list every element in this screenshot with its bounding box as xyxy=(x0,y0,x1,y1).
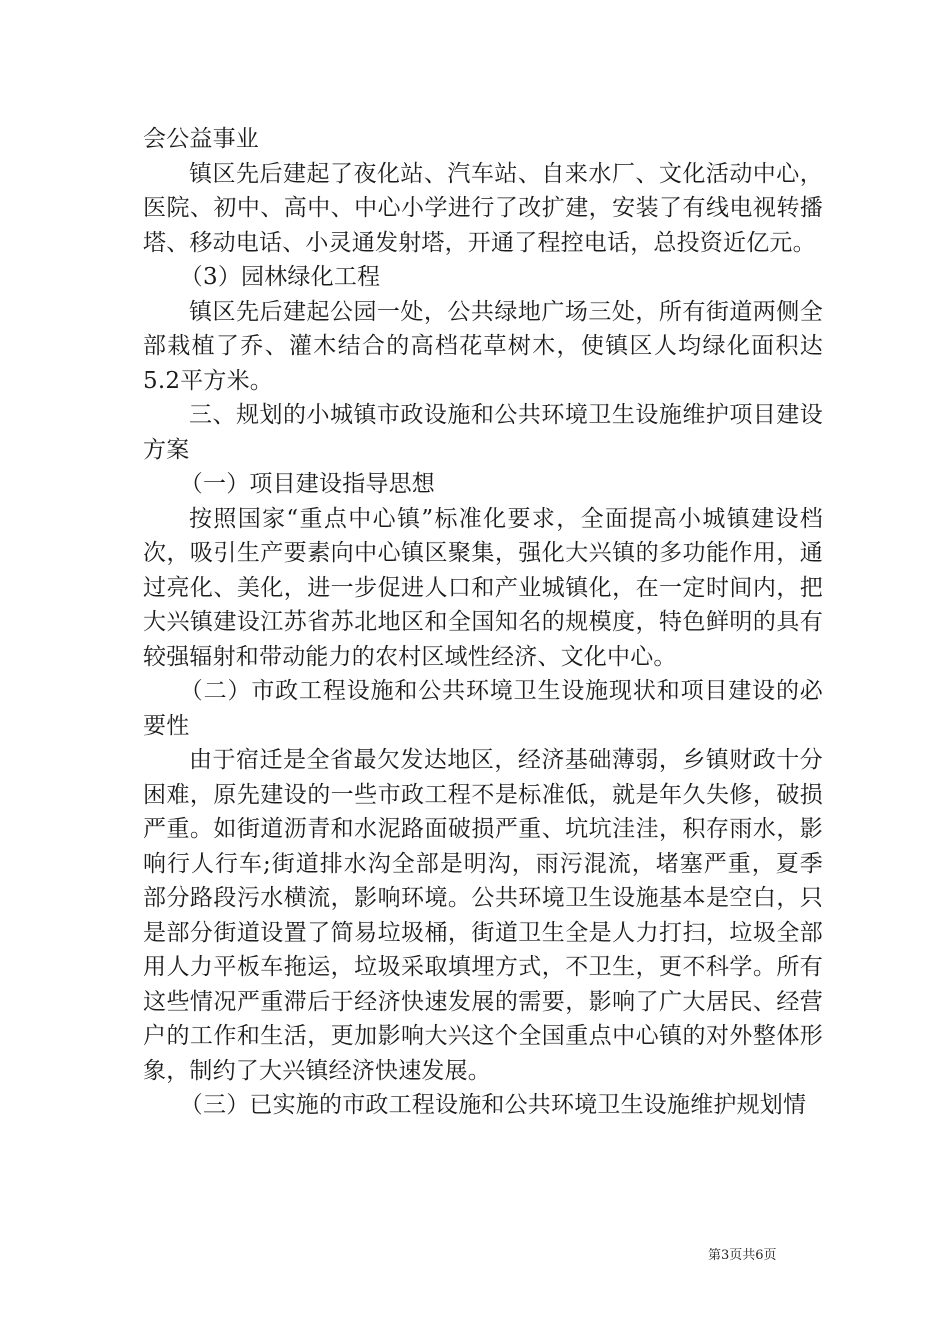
paragraph-town-facilities: 镇区先后建起了夜化站、汽车站、自来水厂、文化活动中心，医院、初中、高中、中心小学进行了改扩建，安装了有线电视转播塔、移动电话、小灵通发射塔，开通了程控电话，总投资近亿元。 xyxy=(143,160,823,256)
page-number: 第3页共6页 xyxy=(708,1248,777,1263)
heading-landscaping: （3）园林绿化工程 xyxy=(179,264,381,290)
paragraph-guiding-ideology: 按照国家“重点中心镇”标准化要求，全面提高小城镇建设档次，吸引生产要素向中心镇区聚集，强化大兴镇的多功能作用，通过亮化、美化，进一步促进人口和产业城镇化，在一定时间内，把大兴镇建设江苏省苏北地区和全国知名的规模度，特色鲜明的具有较强辐射和带动能力的农村区域性经济、文化中心。 xyxy=(143,505,823,670)
heading-guiding-ideology: （一）项目建设指导思想 xyxy=(179,471,435,497)
paragraph-current-status: 由于宿迁是全省最欠发达地区，经济基础薄弱，乡镇财政十分困难，原先建设的一些市政工程不是标准低，就是年久失修，破损严重。如街道沥青和水泥路面破损严重、坑坑洼洼，积存雨水，影响行人行车;街道排水沟全部是明沟，雨污混流，堵塞严重，夏季部分路段污水横流，影响环境。公共环境卫生设施基本是空白，只是部分街道设置了简易垃圾桶，街道卫生全是人力打扫，垃圾全部用人力平板车拖运，垃圾采取填埋方式，不卫生，更不科学。所有这些情况严重滞后于经济快速发展的需要，影响了广大居民、经营户的工作和生活，更加影响大兴这个全国重点中心镇的对外整体形象，制约了大兴镇经济快速发展。 xyxy=(143,747,823,1084)
paragraph-greening: 镇区先后建起公园一处，公共绿地广场三处，所有街道两侧全部栽植了乔、灌木结合的高档花草树木，使镇区人均绿化面积达5.2平方米。 xyxy=(143,298,823,394)
heading-implemented-plan: （三）已实施的市政工程设施和公共环境卫生设施维护规划情 xyxy=(179,1092,807,1118)
heading-current-status: （二）市政工程设施和公共环境卫生设施现状和项目建设的必要性 xyxy=(143,678,823,739)
section-heading-3: 三、规划的小城镇市政设施和公共环境卫生设施维护项目建设方案 xyxy=(143,402,823,463)
document-body xyxy=(143,122,823,1123)
paragraph-continuation: 会公益事业 xyxy=(143,126,259,152)
